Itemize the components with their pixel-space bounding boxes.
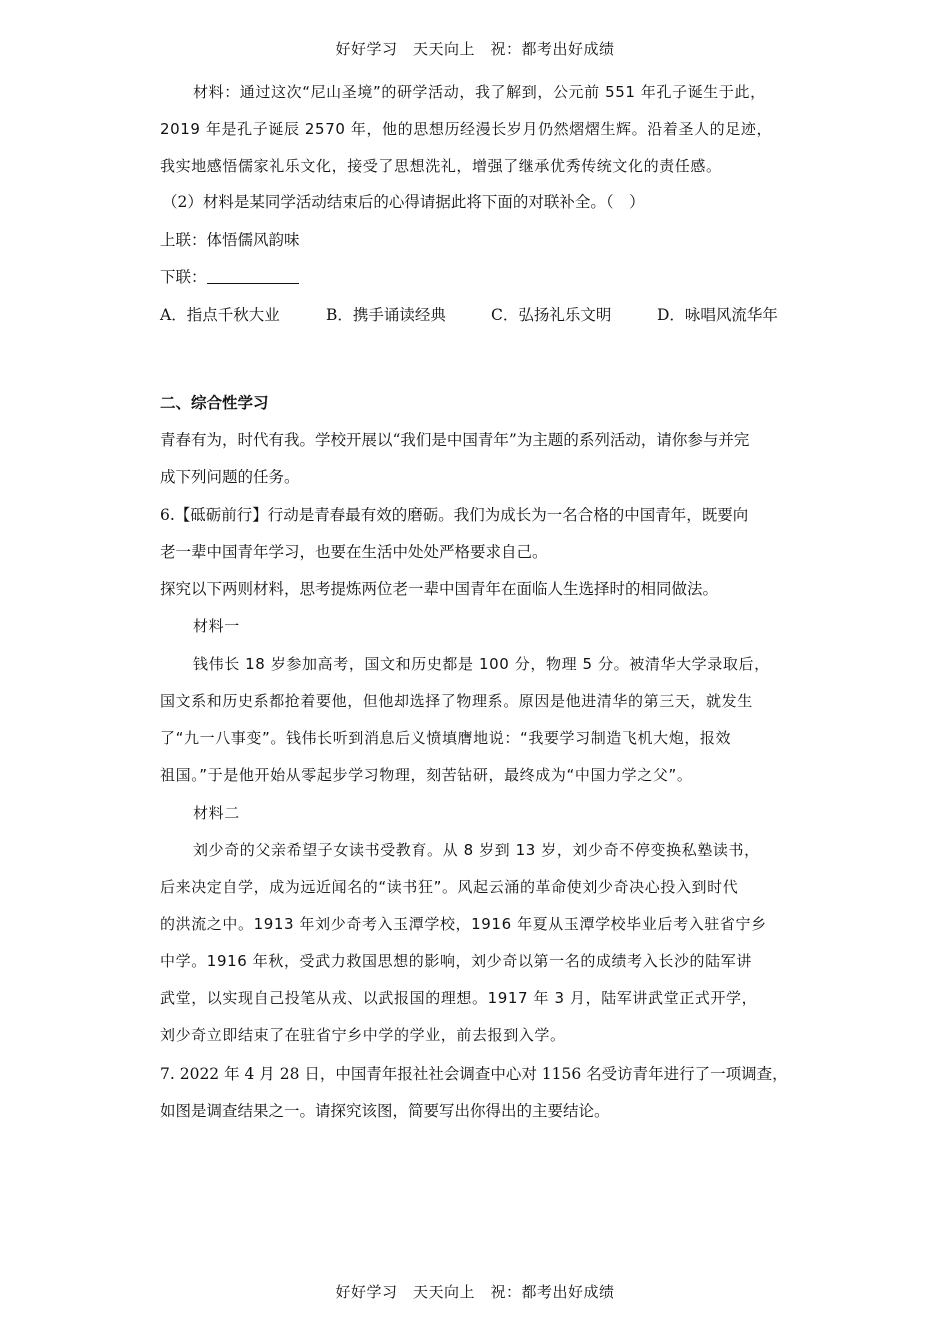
- section-title: 二、综合性学习: [160, 393, 269, 412]
- couplet-upper: 上联：体悟儒风韵味: [160, 231, 300, 249]
- section-intro-line-1: 青春有为，时代有我。学校开展以“我们是中国青年”为主题的系列活动，请你参与并完: [160, 431, 750, 449]
- q7-line-1: 7. 2022 年 4 月 28 日，中国青年报社社会调查中心对 1156 名受访青年进行了一项调查，: [160, 1065, 788, 1083]
- q6-line-1: 6.【砥砺前行】行动是青春最有效的磨砺。我们为成长为一名合格的中国青年，既要向: [160, 506, 749, 524]
- material-2-line-6: 刘少奇立即结束了在驻省宁乡中学的学业，前去报到入学。: [160, 1026, 566, 1044]
- option-a[interactable]: A．指点千秋大业: [160, 306, 280, 324]
- q5-question: （2）材料是某同学活动结束后的心得请据此将下面的对联补全。（ ）: [162, 193, 645, 211]
- material-2-line-5: 武堂，以实现自己投笔从戎、以武报国的理想。1917 年 3 月，陆军讲武堂正式开学，: [160, 989, 758, 1007]
- q5-material-line-1: 材料：通过这次“尼山圣境”的研学活动，我了解到，公元前 551 年孔子诞生于此，: [193, 83, 766, 101]
- material-2-line-1: 刘少奇的父亲希望子女读书受教育。从 8 岁到 13 岁，刘少奇不停变换私塾读书，: [193, 841, 760, 859]
- material-1-line-1: 钱伟长 18 岁参加高考，国文和历史都是 100 分，物理 5 分。被清华大学录取后，: [193, 655, 770, 673]
- q6-line-2: 老一辈中国青年学习，也要在生活中处处严格要求自己。: [160, 543, 548, 561]
- material-1-line-2: 国文系和历史系都抢着要他，但他却选择了物理系。原因是他进清华的第三天，就发生: [160, 692, 753, 710]
- material-1-line-3: 了“九一八事变”。钱伟长听到消息后义愤填膺地说：“我要学习制造飞机大炮，报效: [160, 729, 732, 747]
- option-c[interactable]: C．弘扬礼乐文明: [491, 306, 612, 324]
- page-footer: 好好学习 天天向上 祝：都考出好成绩: [335, 1283, 615, 1301]
- page-header: 好好学习 天天向上 祝：都考出好成绩: [335, 40, 615, 58]
- material-2-line-3: 的洪流之中。1913 年刘少奇考入玉潭学校，1916 年夏从玉潭学校毕业后考入驻省宁乡: [160, 915, 767, 933]
- material-2-line-4: 中学。1916 年秋，受武力救国思想的影响，刘少奇以第一名的成绩考入长沙的陆军讲: [160, 952, 752, 970]
- option-b[interactable]: B．携手诵读经典: [326, 306, 446, 324]
- q5-material-line-2: 2019 年是孔子诞辰 2570 年，他的思想历经漫长岁月仍然熠熠生辉。沿着圣人的足迹，: [160, 120, 773, 138]
- couplet-lower-label: 下联：: [160, 268, 207, 286]
- material-2-title: 材料二: [193, 804, 240, 822]
- section-intro-line-2: 成下列问题的任务。: [160, 468, 300, 486]
- couplet-lower: [160, 267, 299, 287]
- q6-line-3: 探究以下两则材料，思考提炼两位老一辈中国青年在面临人生选择时的相同做法。: [160, 580, 719, 598]
- q7-line-2: 如图是调查结果之一。请探究该图，简要写出你得出的主要结论。: [160, 1102, 610, 1120]
- answer-blank[interactable]: [207, 267, 299, 284]
- material-1-title: 材料一: [193, 617, 240, 635]
- material-2-line-2: 后来决定自学，成为远近闻名的“读书狂”。风起云涌的革命使刘少奇决心投入到时代: [160, 878, 739, 896]
- option-d[interactable]: D．咏唱风流华年: [657, 306, 778, 324]
- material-1-line-4: 祖国。”于是他开始从零起步学习物理，刻苦钻研，最终成为“中国力学之父”。: [160, 766, 693, 784]
- q5-material-line-3: 我实地感悟儒家礼乐文化，接受了思想洗礼，增强了继承优秀传统文化的责任感。: [160, 157, 722, 175]
